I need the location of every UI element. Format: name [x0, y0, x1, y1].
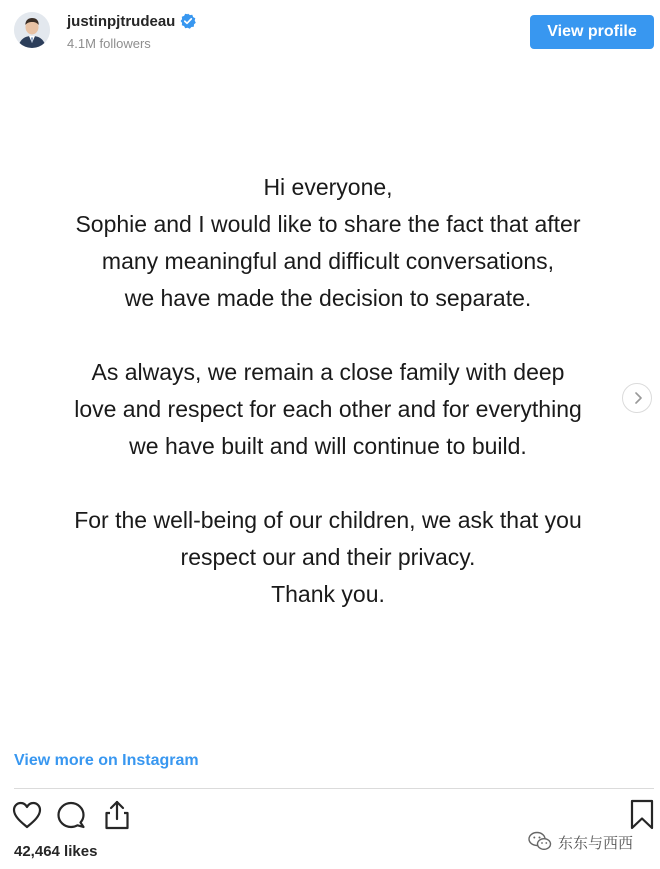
message-paragraph [20, 354, 636, 465]
avatar-image [14, 12, 50, 48]
next-slide-button[interactable] [622, 383, 652, 413]
watermark-text: 东东与西西 [558, 834, 634, 852]
action-bar [0, 797, 660, 837]
message-line: we have built and will continue to build. [129, 433, 527, 459]
follower-count: 4.1M followers [67, 36, 151, 51]
wechat-icon [528, 830, 552, 852]
view-more-link[interactable]: View more on Instagram [14, 752, 199, 769]
comment-icon [53, 797, 89, 833]
heart-icon [9, 797, 45, 833]
message-line: many meaningful and difficult conversations, [101, 248, 555, 274]
message-line: For the well-being of our children, we ask that you [74, 507, 582, 533]
post-image[interactable] [0, 66, 660, 738]
avatar[interactable] [14, 12, 50, 48]
verified-badge-icon [180, 13, 196, 33]
message-line: love and respect for each other and for everything [74, 396, 582, 422]
username-text[interactable]: justinpjtrudeau [67, 13, 176, 30]
save-button[interactable] [624, 797, 660, 833]
message-line: respect our and their privacy. [180, 544, 476, 570]
share-icon [99, 797, 135, 833]
message-paragraph [20, 502, 636, 613]
post-header [0, 0, 660, 66]
post-message [20, 169, 636, 613]
message-line: we have made the decision to separate. [124, 285, 532, 311]
share-button[interactable] [99, 797, 135, 833]
like-button[interactable] [9, 797, 45, 833]
username[interactable] [67, 13, 196, 33]
chevron-right-icon [630, 390, 646, 406]
message-line: Sophie and I would like to share the fact that after [75, 211, 581, 237]
message-paragraph [20, 169, 636, 317]
message-line: Thank you. [271, 581, 385, 607]
message-line: Hi everyone, [263, 174, 393, 200]
like-count: 42,464 likes [14, 843, 98, 860]
message-line: As always, we remain a close family with deep [91, 359, 565, 385]
view-profile-button[interactable]: View profile [530, 15, 654, 49]
bookmark-icon [624, 797, 660, 833]
divider [14, 788, 654, 789]
comment-button[interactable] [53, 797, 89, 833]
